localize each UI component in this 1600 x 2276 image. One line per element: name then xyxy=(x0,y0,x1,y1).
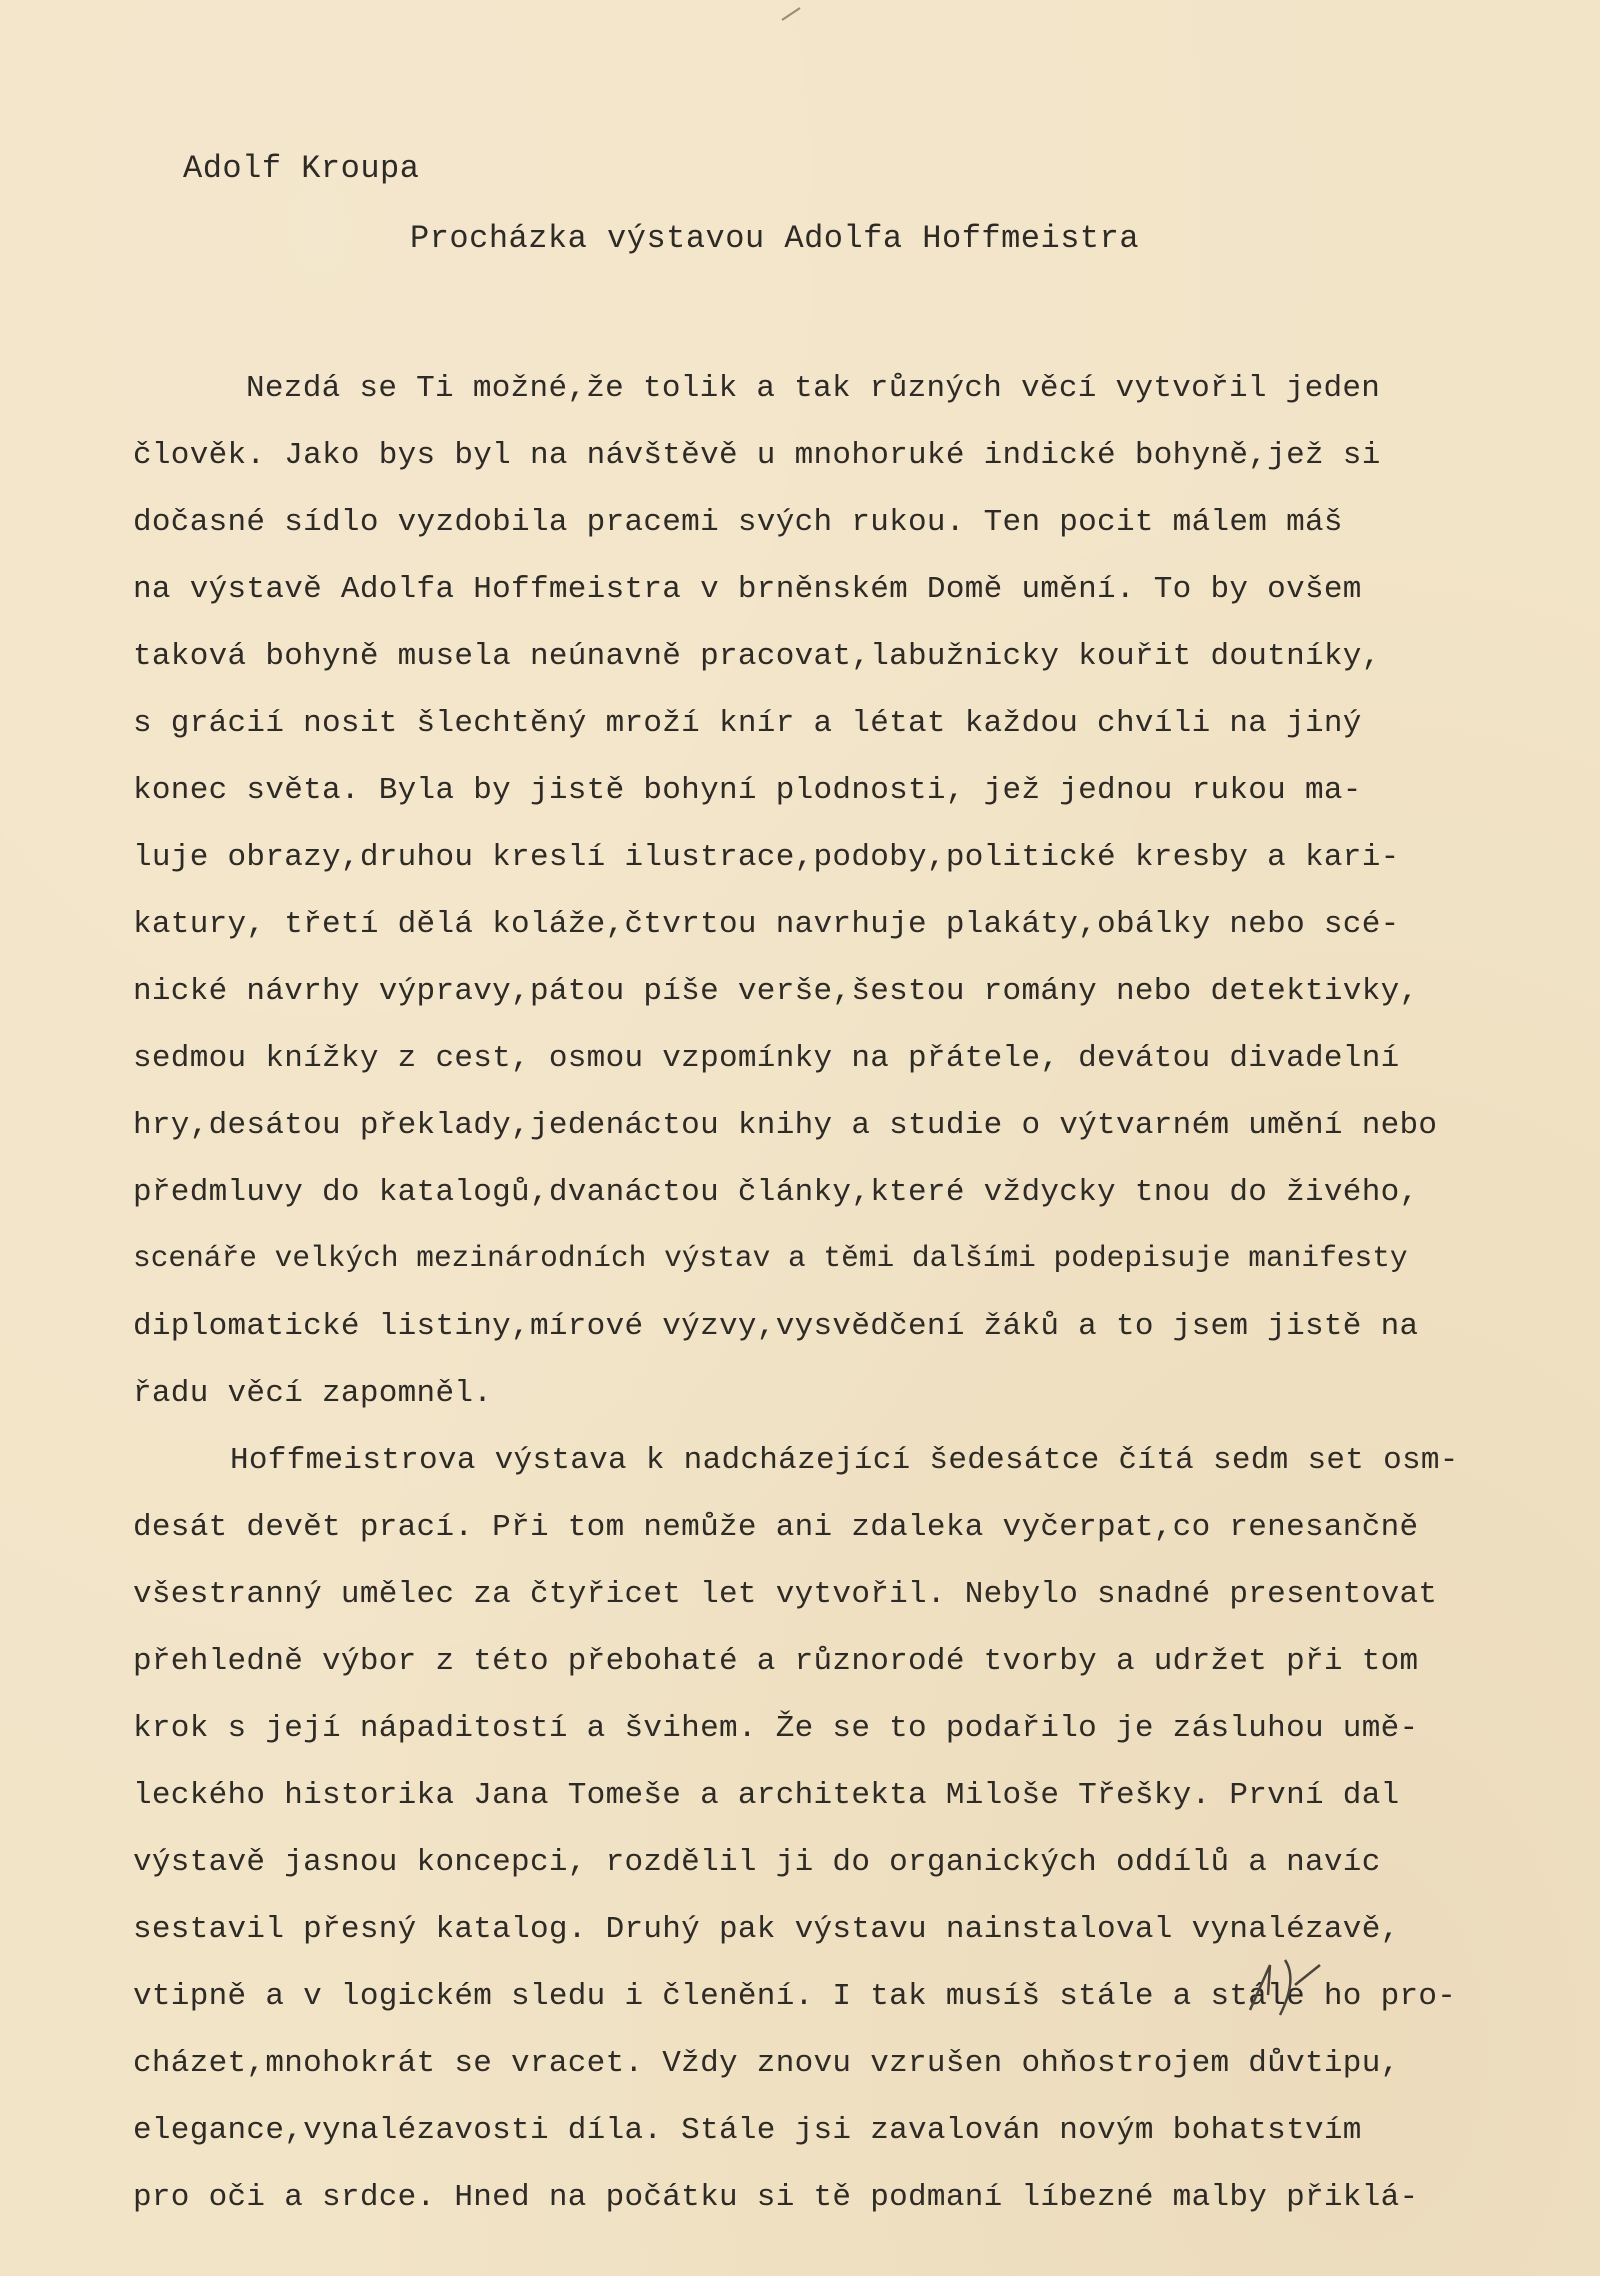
text-line: Hoffmeistrova výstava k nadcházející šedesátce čítá sedm set osm- xyxy=(230,1443,1459,1478)
text-line: dočasné sídlo vyzdobila pracemi svých rukou. Ten pocit málem máš xyxy=(133,505,1343,540)
text-line: cházet,mnohokrát se vracet. Vždy znovu vzrušen ohňostrojem důvtipu, xyxy=(133,2046,1400,2081)
text-line: sedmou knížky z cest, osmou vzpomínky na přátele, devátou divadelní xyxy=(133,1041,1400,1076)
text-line: krok s její nápaditostí a švihem. Že se to podařilo je zásluhou umě- xyxy=(133,1711,1419,1746)
text-line: konec světa. Byla by jistě bohyní plodnosti, jež jednou rukou ma- xyxy=(133,773,1362,808)
text-line: na výstavě Adolfa Hoffmeistra v brněnském Domě umění. To by ovšem xyxy=(133,572,1362,607)
text-line: s grácií nosit šlechtěný mroží knír a létat každou chvíli na jiný xyxy=(133,706,1362,741)
text-line: desát devět prací. Při tom nemůže ani zdaleka vyčerpat,co renesančně xyxy=(133,1510,1419,1545)
text-line: leckého historika Jana Tomeše a architekta Miloše Třešky. První dal xyxy=(133,1778,1400,1813)
text-line: hry,desátou překlady,jedenáctou knihy a studie o výtvarném umění nebo xyxy=(133,1108,1438,1143)
text-line: taková bohyně musela neúnavně pracovat,labužnicky kouřit doutníky, xyxy=(133,639,1381,674)
text-line: přehledně výbor z této přebohaté a různorodé tvorby a udržet při tom xyxy=(133,1644,1419,1679)
text-line: pro oči a srdce. Hned na počátku si tě podmaní líbezné malby přiklá- xyxy=(133,2180,1419,2215)
text-line: předmluvy do katalogů,dvanáctou články,které vždycky tnou do živého, xyxy=(133,1175,1419,1210)
text-line: elegance,vynalézavosti díla. Stále jsi zavalován novým bohatstvím xyxy=(133,2113,1362,2148)
handwritten-correction-mark xyxy=(1240,1955,1330,2025)
text-line: všestranný umělec za čtyřicet let vytvořil. Nebylo snadné presentovat xyxy=(133,1577,1438,1612)
text-line: člověk. Jako bys byl na návštěvě u mnohoruké indické bohyně,jež si xyxy=(133,438,1381,473)
document-title: Procházka výstavou Adolfa Hoffmeistra xyxy=(410,220,1140,257)
text-line: scenáře velkých mezinárodních výstav a těmi dalšími podepisuje manifesty xyxy=(133,1241,1408,1275)
author-name: Adolf Kroupa xyxy=(183,150,420,187)
text-line: Nezdá se Ti možné,že tolik a tak různých věcí vytvořil jeden xyxy=(246,371,1381,406)
text-line: nické návrhy výpravy,pátou píše verše,šestou romány nebo detektivky, xyxy=(133,974,1419,1009)
text-line: luje obrazy,druhou kreslí ilustrace,podoby,politické kresby a kari- xyxy=(133,840,1400,875)
text-line: výstavě jasnou koncepci, rozdělil ji do organických oddílů a navíc xyxy=(133,1845,1381,1880)
text-line: sestavil přesný katalog. Druhý pak výstavu nainstaloval vynalézavě, xyxy=(133,1912,1400,1947)
text-line: vtipně a v logickém sledu i členění. I tak musíš stále a stále ho pro- xyxy=(133,1979,1457,2014)
text-line: katury, třetí dělá koláže,čtvrtou navrhuje plakáty,obálky nebo scé- xyxy=(133,907,1400,942)
pencil-mark xyxy=(780,6,802,22)
text-line: diplomatické listiny,mírové výzvy,vysvědčení žáků a to jsem jistě na xyxy=(133,1309,1419,1344)
text-line: řadu věcí zapomněl. xyxy=(133,1376,493,1411)
